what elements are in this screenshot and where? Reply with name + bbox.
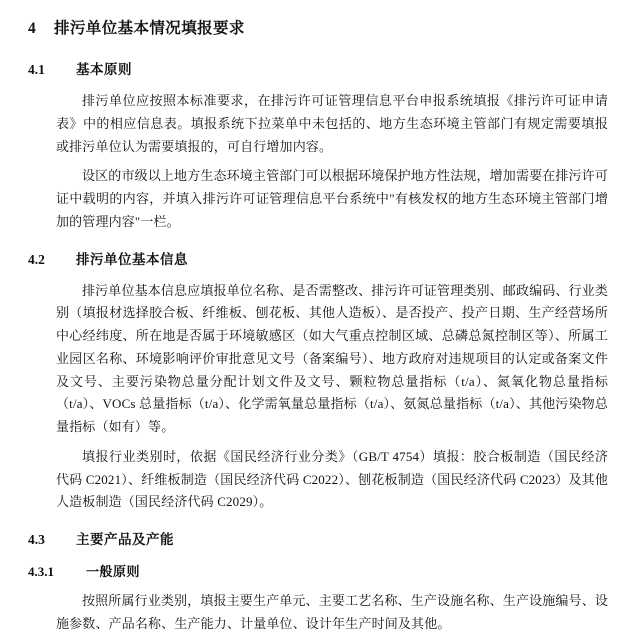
section-body-4-2: [28, 280, 612, 515]
section-heading-4-3-1: [28, 561, 612, 580]
section-title-4: 排污单位基本情况填报要求: [54, 20, 245, 37]
section-title-4-2: 排污单位基本信息: [76, 251, 188, 267]
paragraph: 排污单位应按照本标准要求，在排污许可证管理信息平台申报系统填报《排污许可证申请表》中的相应信息表。填报系统下拉菜单中未包括的、地方生态环境主管部门有规定需要填报或排污单位认为需要填报的，可自行增加内容。: [56, 93, 608, 154]
section-body-4-1: [28, 90, 612, 234]
section-heading-4-1: [28, 58, 612, 78]
section-heading-4: [28, 16, 612, 38]
paragraph: 填报行业类别时，依据《国民经济行业分类》（GB/T 4754）填报：胶合板制造（国民经济代码 C2021）、纤维板制造（国民经济代码 C2022）、刨花板制造（国民经济代码 C2023）及其他人造板制造（国民经济代码 C2029）。: [56, 448, 608, 510]
section-number-4-3-1: 4.3.1: [28, 564, 54, 579]
section-heading-4-2: [28, 248, 612, 268]
section-title-4-1: 基本原则: [76, 62, 132, 77]
paragraph: 设区的市级以上地方生态环境主管部门可以根据环境保护地方性法规，增加需要在排污许可证中载明的内容，并填入排污许可证管理信息平台系统中"有核发权的地方生态环境主管部门增加的管理内容"一栏。: [56, 168, 609, 229]
section-number-4-2: 4.2: [28, 251, 45, 267]
section-number-4-3: 4.3: [28, 532, 45, 547]
section-body-4-3-1: [28, 590, 612, 636]
section-number-4-1: 4.1: [28, 62, 45, 77]
section-title-4-3: 主要产品及产能: [76, 532, 174, 547]
paragraph: 按照所属行业类别，填报主要生产单元、主要工艺名称、生产设施名称、生产设施编号、设施参数、产品名称、生产能力、计量单位、设计年生产时间及其他。: [56, 593, 609, 631]
section-heading-4-3: [28, 528, 612, 548]
paragraph: 排污单位基本信息应填报单位名称、是否需整改、排污许可证管理类别、邮政编码、行业类别（填报材选择胶合板、纤维板、刨花板、其他人造板）、是否投产、投产日期、生产经营场所中心经纬度、所在地是否属于环境敏感区（如大气重点控制区域、总磷总氮控制区等）、所属工业园区名称、环境影响评价审批意见文号（备案编号）、地方政府对违规项目的认定或备案文件及文号、主要污染物总量分配计划文件及文号、颗粒物总量指标（t/a）、氮氧化物总量指标（t/a）、VOCs 总量指标（t/a）、化学需氧量总量指标（t/a）、氨氮总量指标（t/a）、其他污染物总量指标（如有）等。: [56, 282, 609, 434]
section-title-4-3-1: 一般原则: [86, 564, 141, 579]
section-number-4: 4: [28, 20, 37, 37]
